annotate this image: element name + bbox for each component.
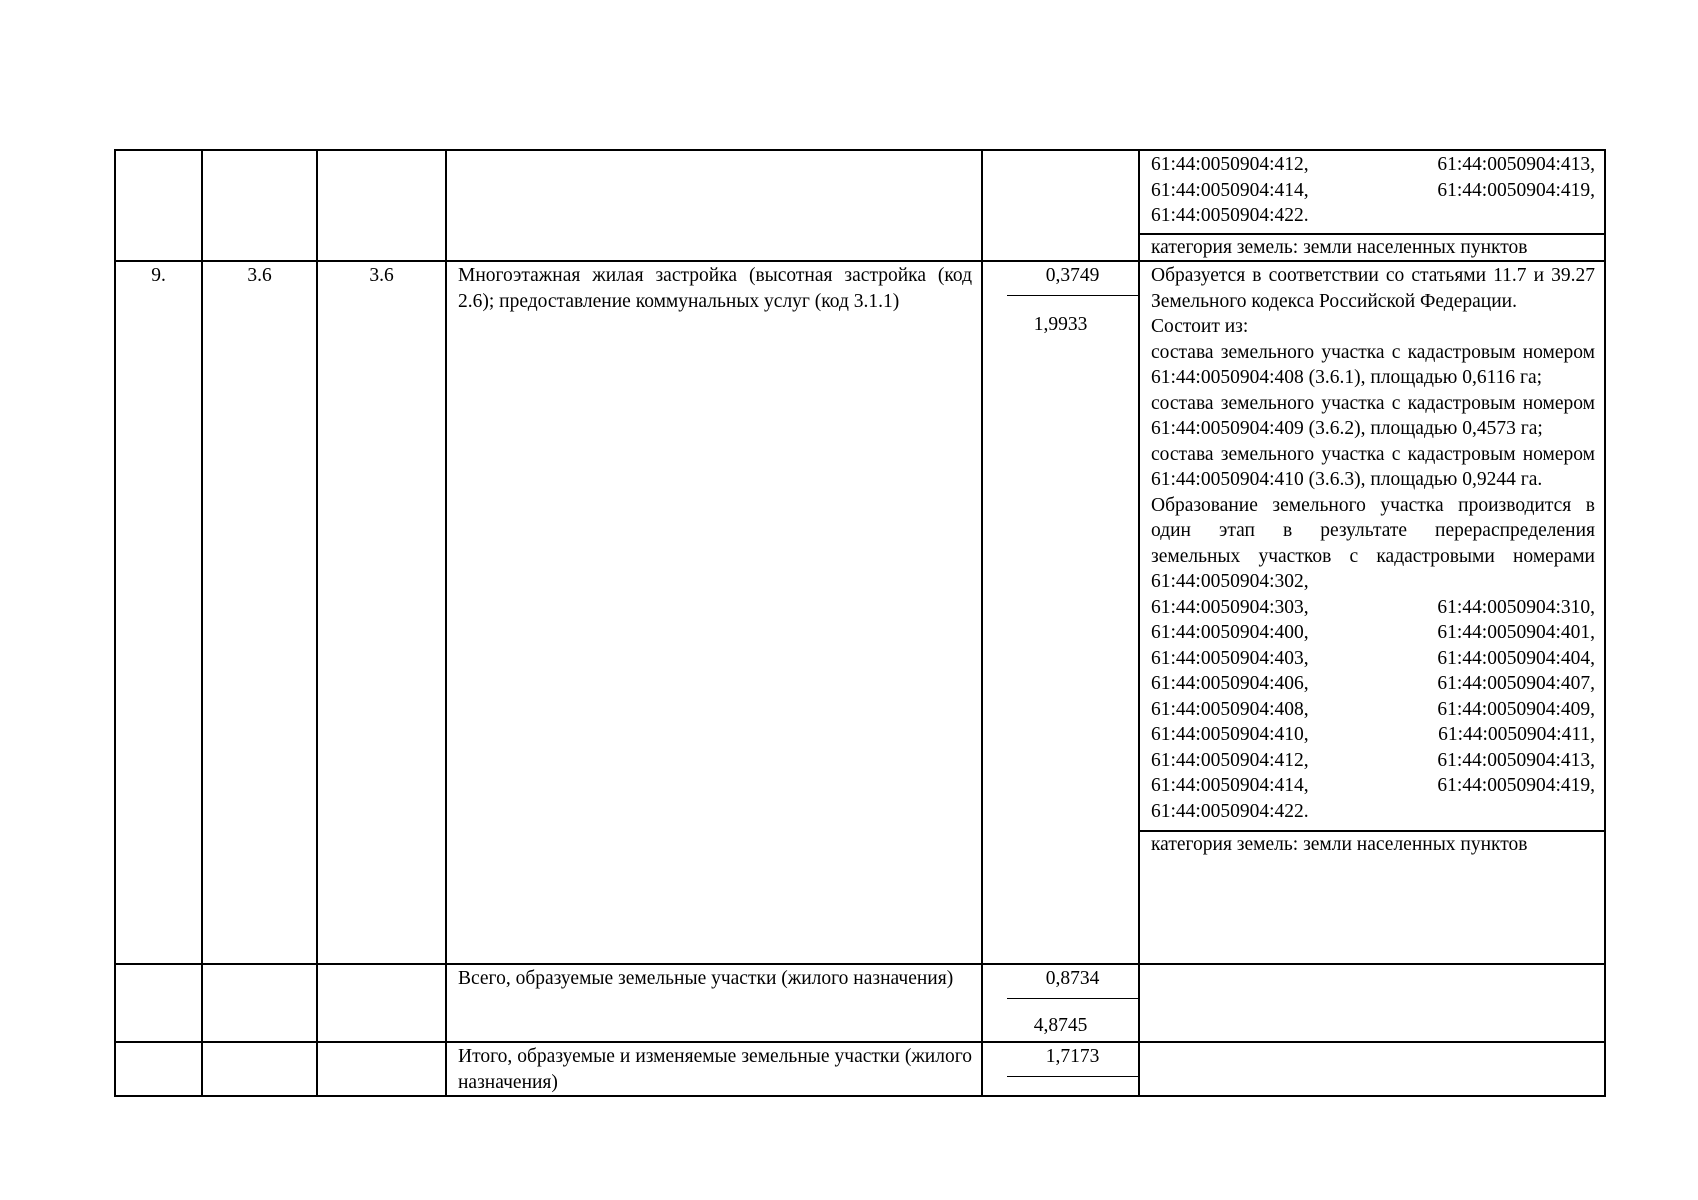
cadastral-number: 61:44:0050904:310, [1437,596,1595,618]
cadastral-number: 61:44:0050904:400, [1151,622,1309,643]
row-number-cell [115,150,202,261]
note-paragraph: Образуется в соответствии со статьями 11.7 и 39.27 Земельного кодекса Российской Федерации. [1151,265,1595,312]
note-text [1140,262,1604,824]
code-cell [202,1042,317,1096]
area-value-top: 0,8734 [1007,965,1138,999]
area-cell [982,150,1139,261]
area-value-bottom: 4,8745 [1033,1015,1088,1036]
grand-total-label: Итого, образуемые и изменяемые земельные участки (жилого назначения) [446,1042,982,1096]
cadastral-number: 61:44:0050904:412, [1151,749,1309,771]
table-row [115,964,1605,1042]
cadastral-number: 61:44:0050904:409, [1437,698,1595,720]
area-value-top: 1,7173 [1007,1043,1138,1077]
cadastral-pair [1151,620,1595,646]
cadastral-number: 61:44:0050904:303, [1151,596,1309,618]
code-cell [202,150,317,261]
area-value-top: 0,3749 [1007,262,1138,296]
land-category: категория земель: земли населенных пунктов [1140,233,1604,261]
code-cell: 3.6 [202,261,317,964]
note-paragraph: состава земельного участка с кадастровым номером 61:44:0050904:408 (3.6.1), площадью 0,6116 га; [1151,341,1595,388]
subcode-cell [317,964,446,1042]
table-row [115,150,1605,261]
cadastral-number: 61:44:0050904:414, [1151,775,1309,796]
land-plots-table [114,149,1606,1097]
cadastral-pair [1151,773,1595,799]
note-cell [1139,964,1605,1042]
subcode-cell [317,150,446,261]
description-cell [446,150,982,261]
total-formed-label: Всего, образуемые земельные участки (жилого назначения) [446,964,982,1042]
cadastral-pair [1151,152,1595,178]
note-paragraph: Состоит из: [1151,316,1249,337]
cadastral-number: 61:44:0050904:419, [1437,179,1595,201]
row-number-cell [115,1042,202,1096]
cadastral-number: 61:44:0050904:422. [1151,205,1309,226]
row-number-cell: 9. [115,261,202,964]
cadastral-number: 61:44:0050904:422. [1151,800,1309,822]
table-row [115,1042,1605,1096]
cadastral-number: 61:44:0050904:410, [1151,724,1309,745]
note-cell [1139,261,1605,964]
area-value-bottom: 1,9933 [1033,314,1088,335]
cadastral-pair [1151,722,1595,748]
note-paragraph: состава земельного участка с кадастровым номером 61:44:0050904:410 (3.6.3), площадью 0,9244 га. [1151,443,1595,490]
table-row [115,261,1605,964]
cadastral-number: 61:44:0050904:408, [1151,698,1309,720]
subcode-cell: 3.6 [317,261,446,964]
cadastral-pair [1151,178,1595,204]
cadastral-pair [1151,697,1595,723]
area-cell [982,964,1139,1042]
note-cell [1139,1042,1605,1096]
cadastral-number: 61:44:0050904:401, [1437,622,1595,643]
note-cell [1139,150,1605,261]
cadastral-pair [1151,646,1595,672]
description-cell: Многоэтажная жилая застройка (высотная застройка (код 2.6); предоставление коммунальных услуг (код 3.1.1) [446,261,982,964]
area-cell [982,1042,1139,1096]
cadastral-pair [1151,671,1595,697]
cadastral-pair [1151,748,1595,774]
cadastral-list [1140,151,1604,229]
area-cell [982,261,1139,964]
cadastral-number: 61:44:0050904:411, [1438,724,1595,745]
cadastral-number: 61:44:0050904:406, [1151,673,1309,694]
cadastral-number: 61:44:0050904:414, [1151,179,1309,201]
cadastral-number: 61:44:0050904:419, [1437,775,1595,796]
note-paragraph: состава земельного участка с кадастровым номером 61:44:0050904:409 (3.6.2), площадью 0,4573 га; [1151,392,1595,439]
note-paragraph: Образование земельного участка производится в один этап в результате перераспределения земельных участков с кадастровыми номерами 61:44:0050904:302, [1151,494,1595,592]
cadastral-number: 61:44:0050904:412, [1151,154,1309,175]
cadastral-number: 61:44:0050904:413, [1437,749,1595,771]
cadastral-number: 61:44:0050904:403, [1151,647,1309,669]
row-number-cell [115,964,202,1042]
cadastral-number: 61:44:0050904:404, [1437,647,1595,669]
cadastral-pair [1151,595,1595,621]
land-category: категория земель: земли населенных пунктов [1140,830,1604,858]
subcode-cell [317,1042,446,1096]
cadastral-number: 61:44:0050904:413, [1437,154,1595,175]
cadastral-number: 61:44:0050904:407, [1437,673,1595,694]
code-cell [202,964,317,1042]
